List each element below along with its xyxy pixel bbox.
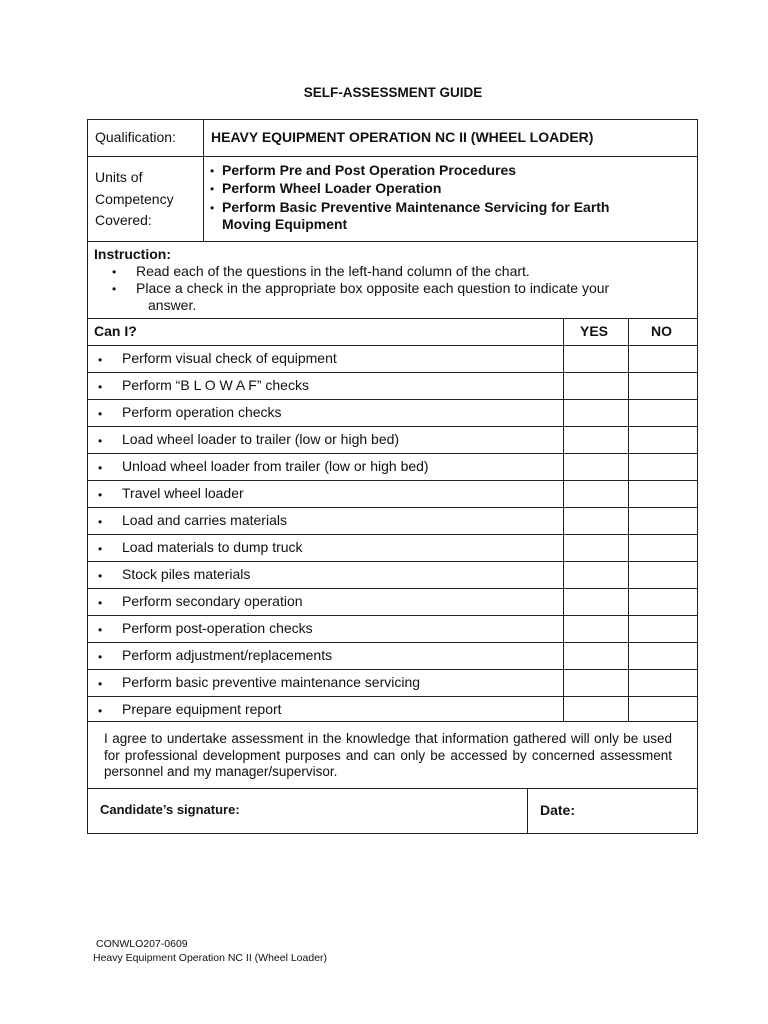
unit-item-3-cont: Moving Equipment [222,216,348,232]
units-label-line3: Covered: [95,212,152,228]
yes-checkbox-cell[interactable] [564,481,628,507]
checklist-item-label: Load materials to dump truck [122,539,303,555]
checklist-item-label: Perform “B L O W A F” checks [122,377,309,393]
checklist-item-label: Perform secondary operation [122,593,303,609]
qualification-value: HEAVY EQUIPMENT OPERATION NC II (WHEEL LOADER) [211,129,594,145]
no-checkbox-cell[interactable] [629,616,697,642]
bullet-icon: • [112,282,117,296]
bullet-icon: • [98,434,103,448]
no-checkbox-cell[interactable] [629,589,697,615]
unit-item-1: Perform Pre and Post Operation Procedures [222,162,517,178]
column-header-question: Can I? [94,323,137,339]
column-header-no: NO [651,323,672,339]
bullet-icon: • [98,380,103,394]
yes-checkbox-cell[interactable] [564,454,628,480]
bullet-icon: • [210,182,215,196]
checklist-item-label: Prepare equipment report [122,701,282,717]
no-checkbox-cell[interactable] [629,535,697,561]
yes-checkbox-cell[interactable] [564,697,628,723]
no-checkbox-cell[interactable] [629,562,697,588]
bullet-icon: • [98,488,103,502]
instruction-item-2: Place a check in the appropriate box opposite each question to indicate your [136,280,610,296]
checklist-item-label: Load and carries materials [122,512,287,528]
qualification-label: Qualification: [95,129,176,145]
bullet-icon: • [210,201,215,215]
yes-checkbox-cell[interactable] [564,373,628,399]
bullet-icon: • [98,515,103,529]
bullet-icon: • [98,704,103,718]
document-footer-title: Heavy Equipment Operation NC II (Wheel Loader) [93,952,328,964]
bullet-icon: • [98,407,103,421]
yes-checkbox-cell[interactable] [564,616,628,642]
instruction-item-2-cont: answer. [148,297,197,313]
checklist-item-label: Perform adjustment/replacements [122,647,333,663]
yes-checkbox-cell[interactable] [564,643,628,669]
yes-checkbox-cell[interactable] [564,535,628,561]
yes-checkbox-cell[interactable] [564,346,628,372]
no-checkbox-cell[interactable] [629,643,697,669]
units-label-line2: Competency [95,191,174,207]
units-label-line1: Units of [95,169,143,185]
checklist-item-label: Unload wheel loader from trailer (low or high bed) [122,458,429,474]
yes-checkbox-cell[interactable] [564,589,628,615]
no-checkbox-cell[interactable] [629,454,697,480]
bullet-icon: • [98,542,103,556]
instruction-item-1: Read each of the questions in the left-hand column of the chart. [136,263,530,279]
instruction-heading: Instruction: [94,246,171,262]
unit-item-3: Perform Basic Preventive Maintenance Servicing for Earth [222,199,610,215]
bullet-icon: • [98,677,103,691]
unit-item-2: Perform Wheel Loader Operation [222,180,442,196]
bullet-icon: • [98,650,103,664]
no-checkbox-cell[interactable] [629,400,697,426]
document-code: CONWLO207-0609 [96,938,188,950]
no-checkbox-cell[interactable] [629,427,697,453]
candidate-signature-label: Candidate’s signature: [100,802,240,817]
column-header-yes: YES [580,323,609,339]
no-checkbox-cell[interactable] [629,373,697,399]
checklist-item-label: Perform post-operation checks [122,620,313,636]
bullet-icon: • [98,461,103,475]
agreement-text: I agree to undertake assessment in the knowledge that information gathered will only be used for professional development purposes and can only be accessed by concerned assessment personnel and my manager/supervisor. [104,731,672,779]
yes-checkbox-cell[interactable] [564,562,628,588]
bullet-icon: • [112,265,117,279]
bullet-icon: • [210,164,215,178]
no-checkbox-cell[interactable] [629,508,697,534]
checklist-item-label: Travel wheel loader [122,485,244,501]
yes-checkbox-cell[interactable] [564,400,628,426]
yes-checkbox-cell[interactable] [564,427,628,453]
page-title: SELF-ASSESSMENT GUIDE [303,85,483,100]
no-checkbox-cell[interactable] [629,670,697,696]
date-label: Date: [540,802,576,818]
yes-checkbox-cell[interactable] [564,670,628,696]
checklist-item-label: Perform basic preventive maintenance servicing [122,674,421,690]
no-checkbox-cell[interactable] [629,481,697,507]
bullet-icon: • [98,569,103,583]
checklist-item-label: Stock piles materials [122,566,251,582]
bullet-icon: • [98,353,103,367]
no-checkbox-cell[interactable] [629,346,697,372]
no-checkbox-cell[interactable] [629,697,697,723]
yes-checkbox-cell[interactable] [564,508,628,534]
bullet-icon: • [98,623,103,637]
checklist-item-label: Perform operation checks [122,404,282,420]
checklist-item-label: Load wheel loader to trailer (low or high bed) [122,431,400,447]
checklist-item-label: Perform visual check of equipment [122,350,337,366]
bullet-icon: • [98,596,103,610]
